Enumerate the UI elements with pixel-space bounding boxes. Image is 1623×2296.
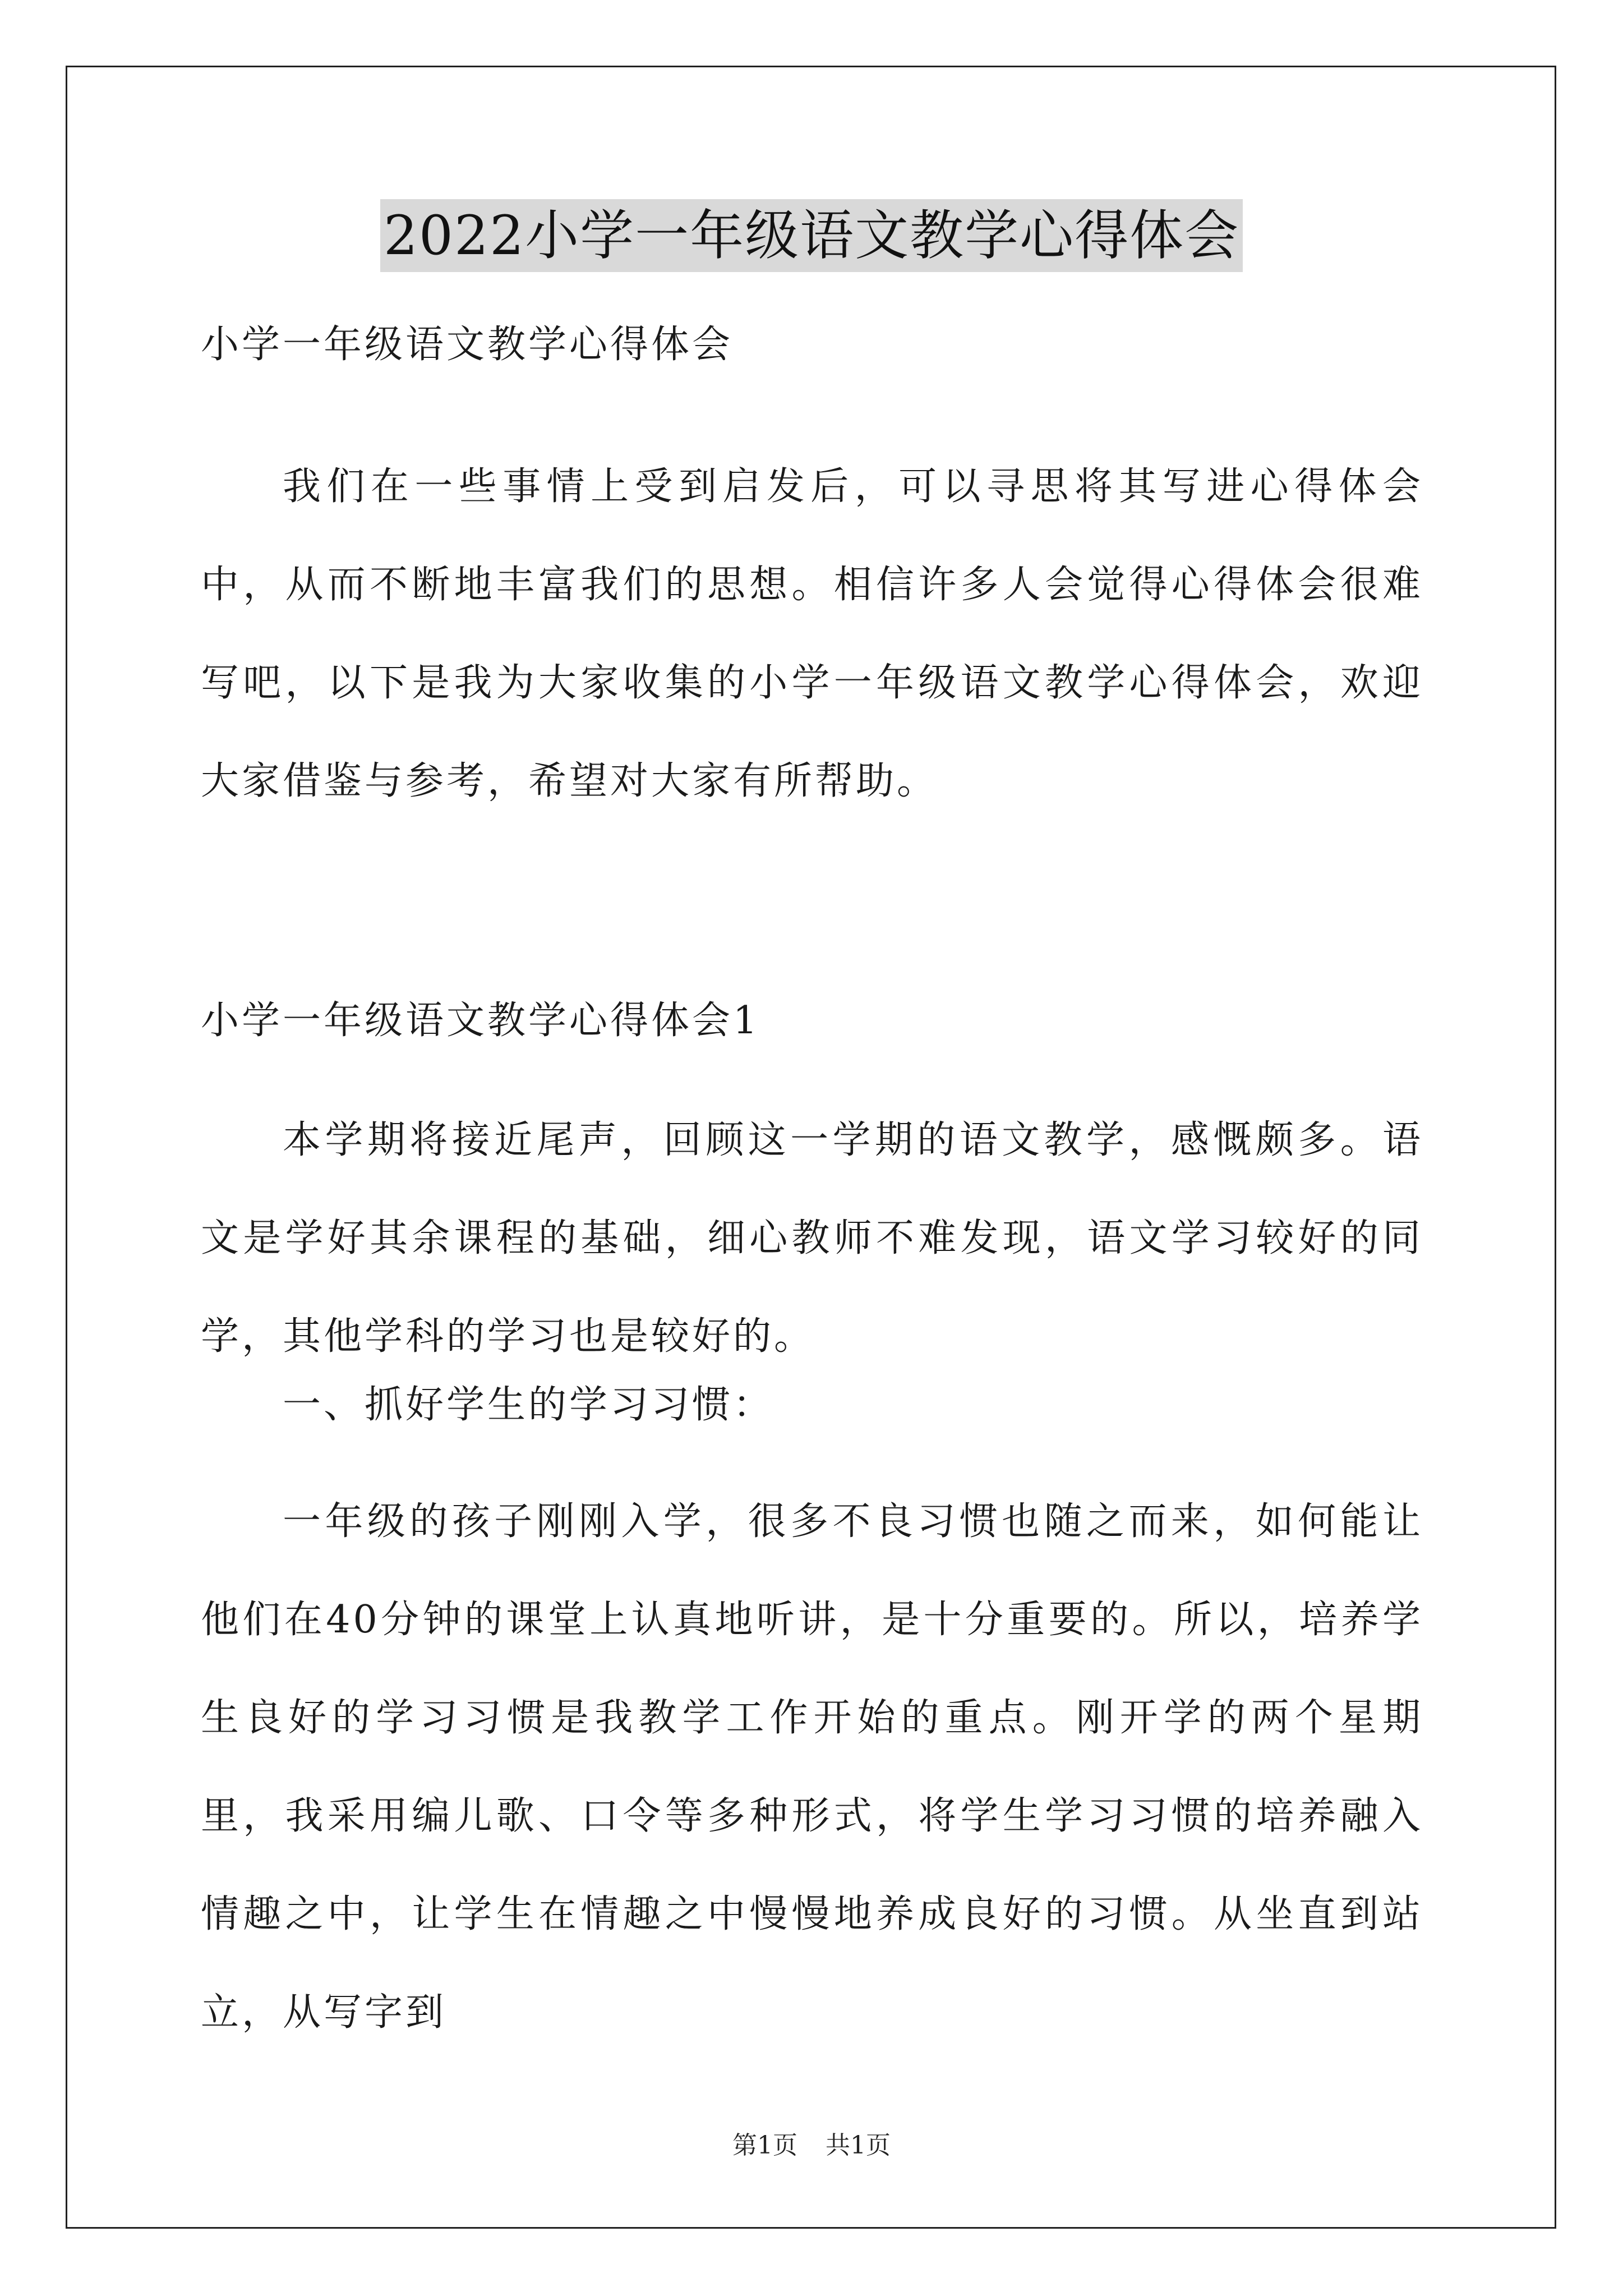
section1-point1-heading: 一、抓好学生的学习习惯： [283,1383,774,1427]
section1-point1-paragraph: 一年级的孩子刚刚入学，很多不良习惯也随之而来，如何能让他们在40分钟的课堂上认真地听讲，是十分重要的。所以，培养学生良好的学习习惯是我教学工作开始的重点。刚开学的两个星期里，我采用编儿歌、口令等多种形式，将学生学习习惯的培养融入情趣之中，让学生在情趣之中慢慢地养成良好的习惯。从坐直到站立，从写字到 [201,1499,1423,2035]
title-container [0,199,1623,272]
page-number-current: 第1页 [732,2131,797,2160]
page-number-total: 共1页 [826,2131,891,2160]
section1-paragraph: 本学期将接近尾声，回顾这一学期的语文教学，感慨颇多。语文是学好其余课程的基础，细心教师不难发现，语文学习较好的同学，其他学科的学习也是较好的。 [201,1118,1423,1359]
section1-heading: 小学一年级语文教学心得体会1 [201,999,760,1043]
document-subtitle: 小学一年级语文教学心得体会 [201,323,734,367]
document-title: 2022小学一年级语文教学心得体会 [380,199,1243,272]
intro-paragraph: 我们在一些事情上受到启发后，可以寻思将其写进心得体会中，从而不断地丰富我们的思想。相信许多人会觉得心得体会很难写吧，以下是我为大家收集的小学一年级语文教学心得体会，欢迎大家借鉴与参考，希望对大家有所帮助。 [201,464,1423,803]
page-footer [0,2129,1623,2162]
